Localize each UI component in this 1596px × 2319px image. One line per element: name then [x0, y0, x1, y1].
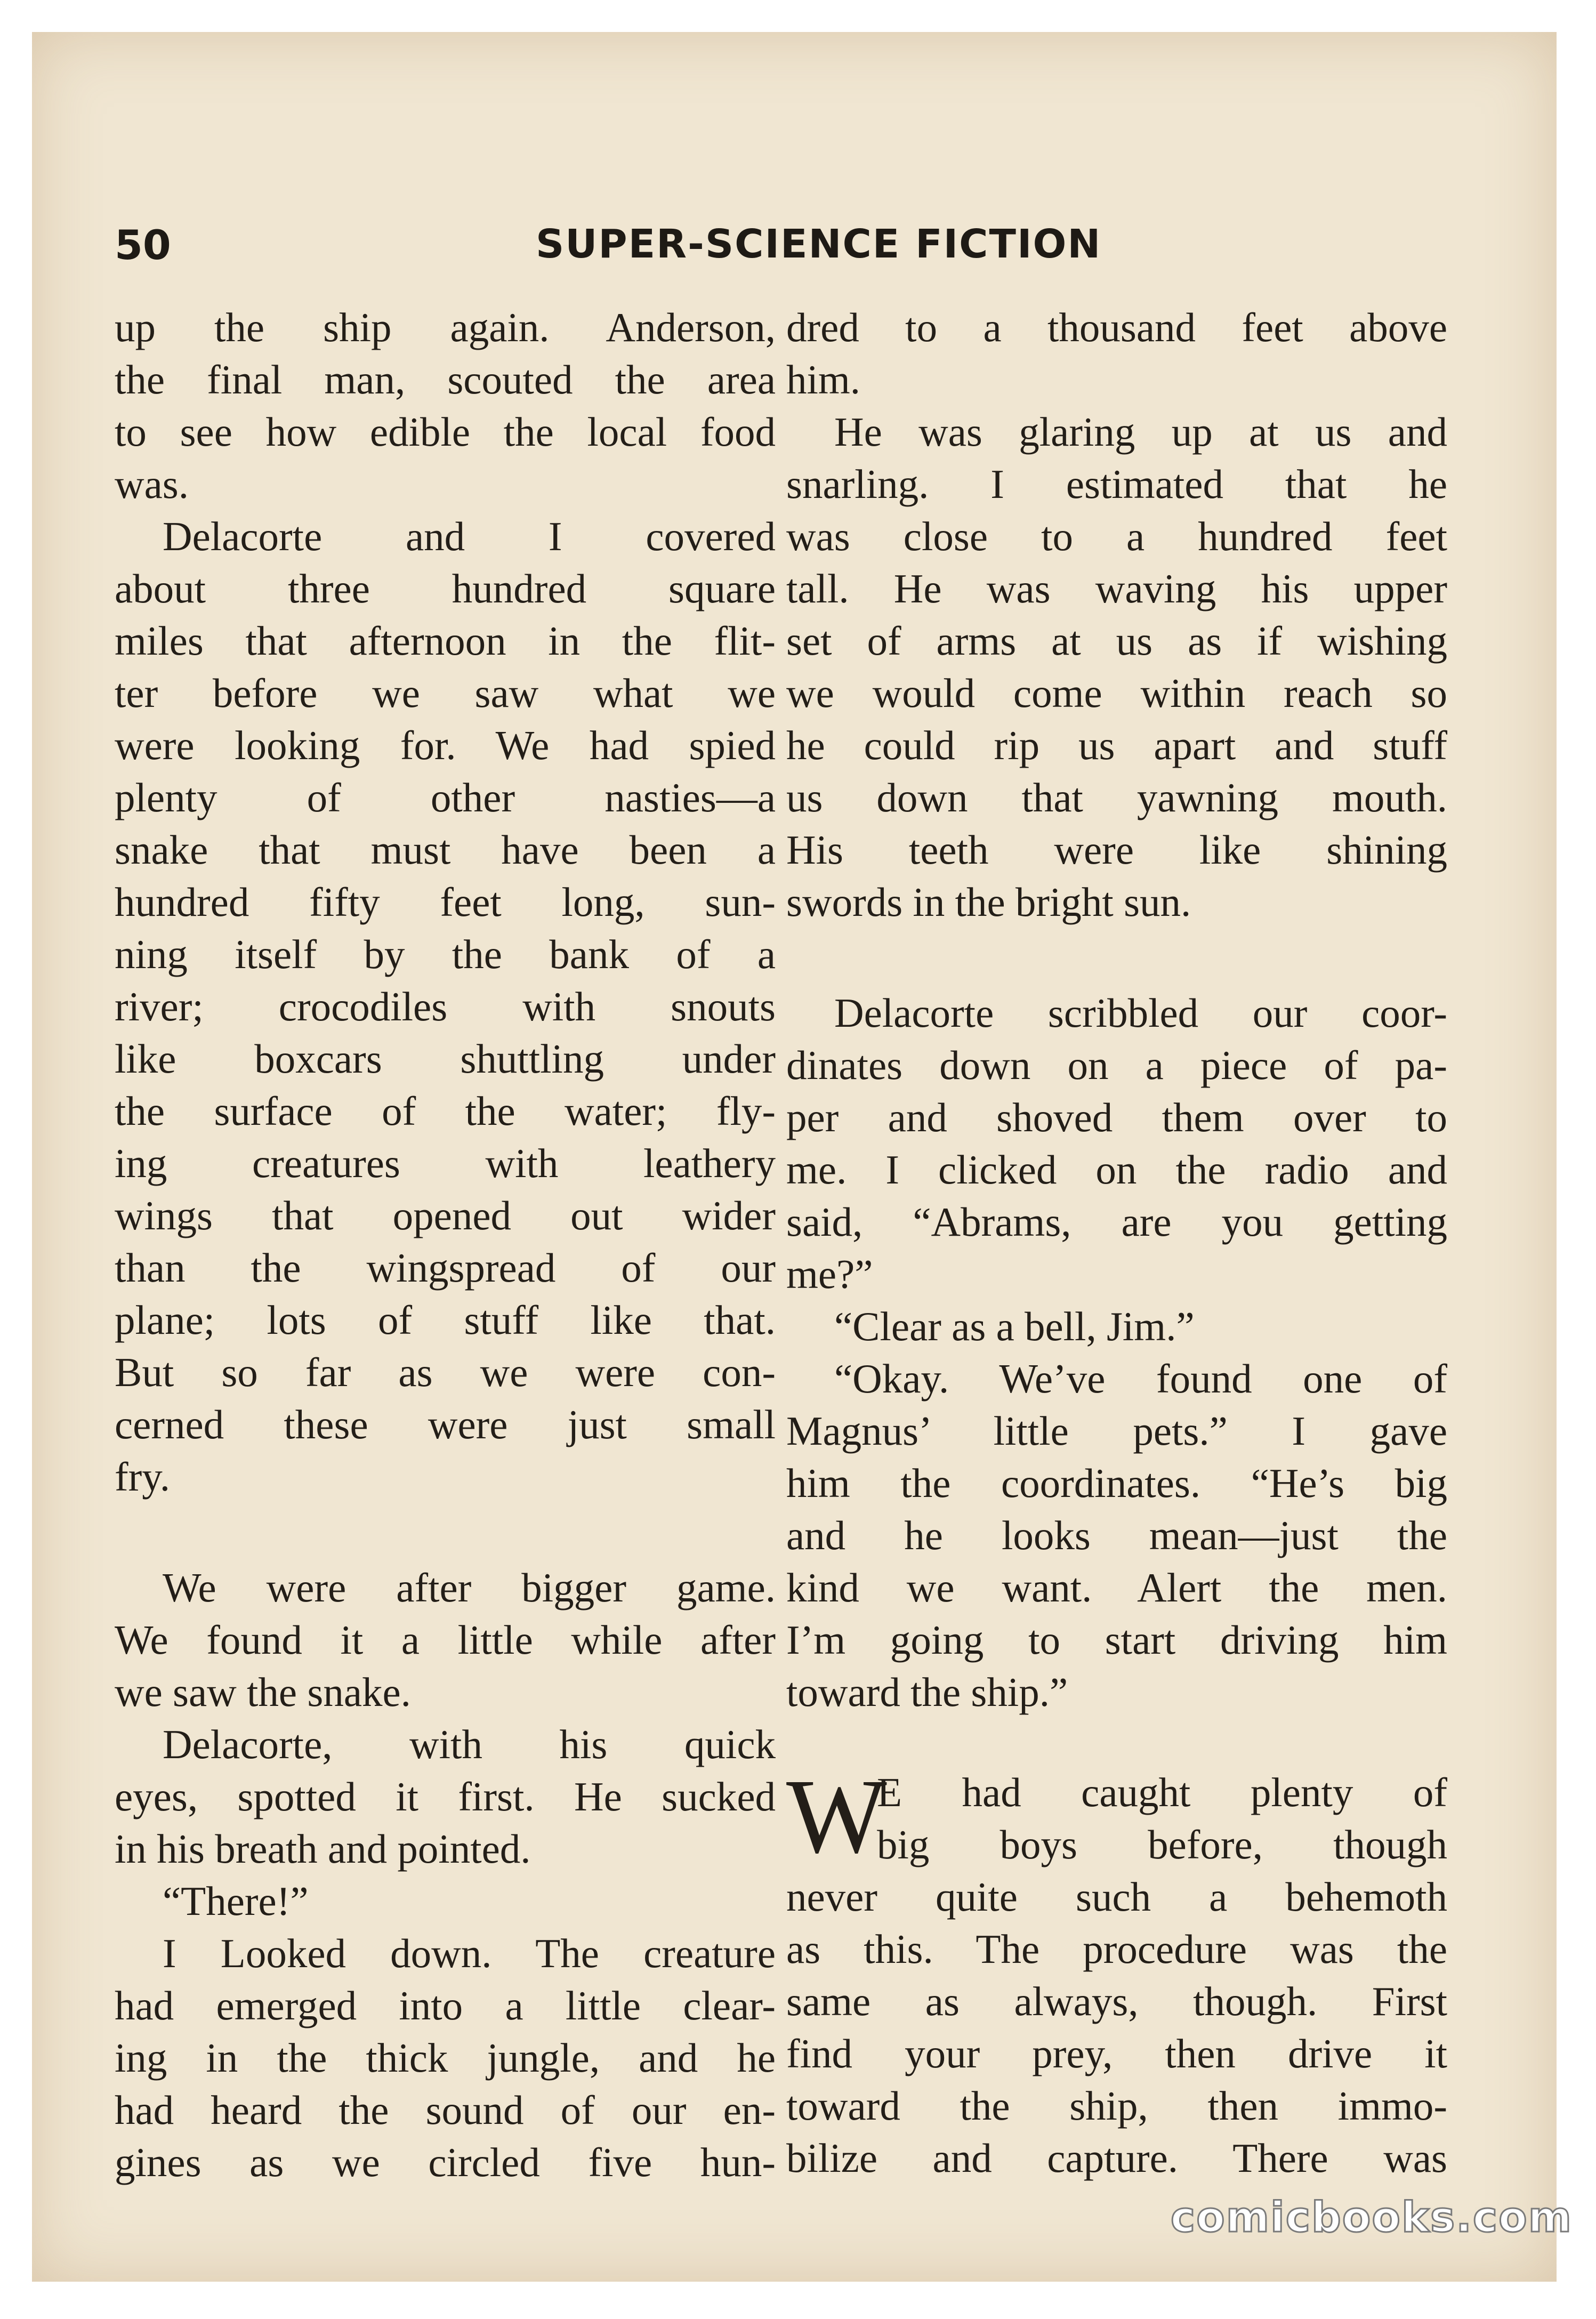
running-head [115, 221, 1102, 280]
text-line: in his breath and pointed. [115, 1826, 531, 1872]
text-line: I Looked down. The creature [163, 1930, 776, 1976]
text-line: about three hundred square [115, 566, 776, 611]
text-line: bilize and capture. There was [786, 2135, 1447, 2181]
text-line: like boxcars shuttling under [115, 1036, 776, 1082]
text-line: was close to a hundred feet [786, 513, 1447, 559]
drop-cap-paragraph [786, 1758, 1447, 2184]
text-line: ter before we saw what we [115, 670, 776, 716]
text-line: up the ship again. Anderson, [115, 304, 776, 350]
text-line: fry. [115, 1454, 171, 1500]
text-line: He was glaring up at us and [834, 409, 1447, 455]
right-text-column [786, 301, 1447, 2184]
text-line: was. [115, 461, 189, 507]
text-line: We were after bigger game. [163, 1565, 776, 1611]
text-line: Magnus’ little pets.” I gave [786, 1408, 1447, 1454]
text-line: “Okay. We’ve found one of [834, 1356, 1447, 1402]
text-line: swords in the bright sun. [786, 879, 1191, 925]
text-line: But so far as we were con- [115, 1349, 776, 1395]
text-line: than the wingspread of our [115, 1245, 776, 1291]
text-line: dinates down on a piece of pa- [786, 1042, 1447, 1088]
text-line: toward the ship, then immo- [786, 2083, 1447, 2129]
text-line: ning itself by the bank of a [115, 931, 776, 977]
text-line: per and shoved them over to [786, 1094, 1447, 1140]
text-line: same as always, though. First [786, 1978, 1447, 2024]
text-line: hundred fifty feet long, sun- [115, 879, 776, 925]
text-line: him the coordinates. “He’s big [786, 1460, 1447, 1506]
text-line: big boys before, though [877, 1822, 1447, 1867]
text-line: cerned these were just small [115, 1402, 776, 1447]
text-line: “There!” [163, 1878, 309, 1924]
page-number: 50 [115, 221, 171, 269]
text-line: “Clear as a bell, Jim.” [834, 1303, 1195, 1349]
text-line: dred to a thousand feet above [786, 304, 1447, 350]
text-line: miles that afternoon in the flit- [115, 618, 776, 664]
text-line: to see how edible the local food [115, 409, 776, 455]
text-line: gines as we circled five hun- [115, 2139, 776, 2185]
magazine-page [32, 32, 1557, 2282]
section-break [115, 1503, 776, 1561]
text-line: us down that yawning mouth. [786, 775, 1447, 820]
text-line: were looking for. We had spied [115, 722, 776, 768]
text-line: said, “Abrams, are you getting [786, 1199, 1447, 1245]
text-line: wings that opened out wider [115, 1193, 776, 1238]
text-line: we saw the snake. [115, 1669, 411, 1715]
magazine-title: SUPER-SCIENCE FICTION [536, 221, 1102, 267]
text-line: the surface of the water; fly- [115, 1088, 776, 1134]
text-line: tall. He was waving his upper [786, 566, 1447, 611]
text-line: me?” [786, 1251, 873, 1297]
text-line: and he looks mean—just the [786, 1512, 1447, 1558]
text-line: Delacorte scribbled our coor- [834, 990, 1447, 1036]
section-break [786, 928, 1447, 987]
text-line: eyes, spotted it first. He sucked [115, 1774, 776, 1819]
text-line: kind we want. Alert the men. [786, 1565, 1447, 1611]
text-line: toward the ship.” [786, 1669, 1068, 1715]
text-line: river; crocodiles with snouts [115, 984, 776, 1029]
left-text-column [115, 301, 776, 2188]
drop-cap: W [786, 1758, 887, 1875]
text-line: His teeth were like shining [786, 827, 1447, 873]
text-line: the final man, scouted the area [115, 357, 776, 402]
text-line: never quite such a behemoth [786, 1874, 1447, 1920]
text-line: Delacorte and I covered [163, 513, 776, 559]
text-line: We found it a little while after [115, 1617, 776, 1663]
text-line: as this. The procedure was the [786, 1926, 1447, 1972]
text-line: him. [786, 357, 861, 402]
text-line: Delacorte, with his quick [163, 1721, 776, 1767]
text-line: had emerged into a little clear- [115, 1983, 776, 2028]
text-line: set of arms at us as if wishing [786, 618, 1447, 664]
text-line: he could rip us apart and stuff [786, 722, 1447, 768]
text-line: plenty of other nasties—a [115, 775, 776, 820]
text-line: I’m going to start driving him [786, 1617, 1447, 1663]
text-line: ing creatures with leathery [115, 1140, 776, 1186]
text-line: find your prey, then drive it [786, 2031, 1447, 2076]
site-watermark: comicbooks.com [1170, 2194, 1573, 2242]
text-line: had heard the sound of our en- [115, 2087, 776, 2133]
text-line: snarling. I estimated that he [786, 461, 1447, 507]
text-line: snake that must have been a [115, 827, 776, 873]
text-line: E had caught plenty of [877, 1769, 1447, 1815]
text-line: me. I clicked on the radio and [786, 1147, 1447, 1193]
text-line: plane; lots of stuff like that. [115, 1297, 776, 1343]
text-line: ing in the thick jungle, and he [115, 2035, 776, 2081]
text-line: we would come within reach so [786, 670, 1447, 716]
